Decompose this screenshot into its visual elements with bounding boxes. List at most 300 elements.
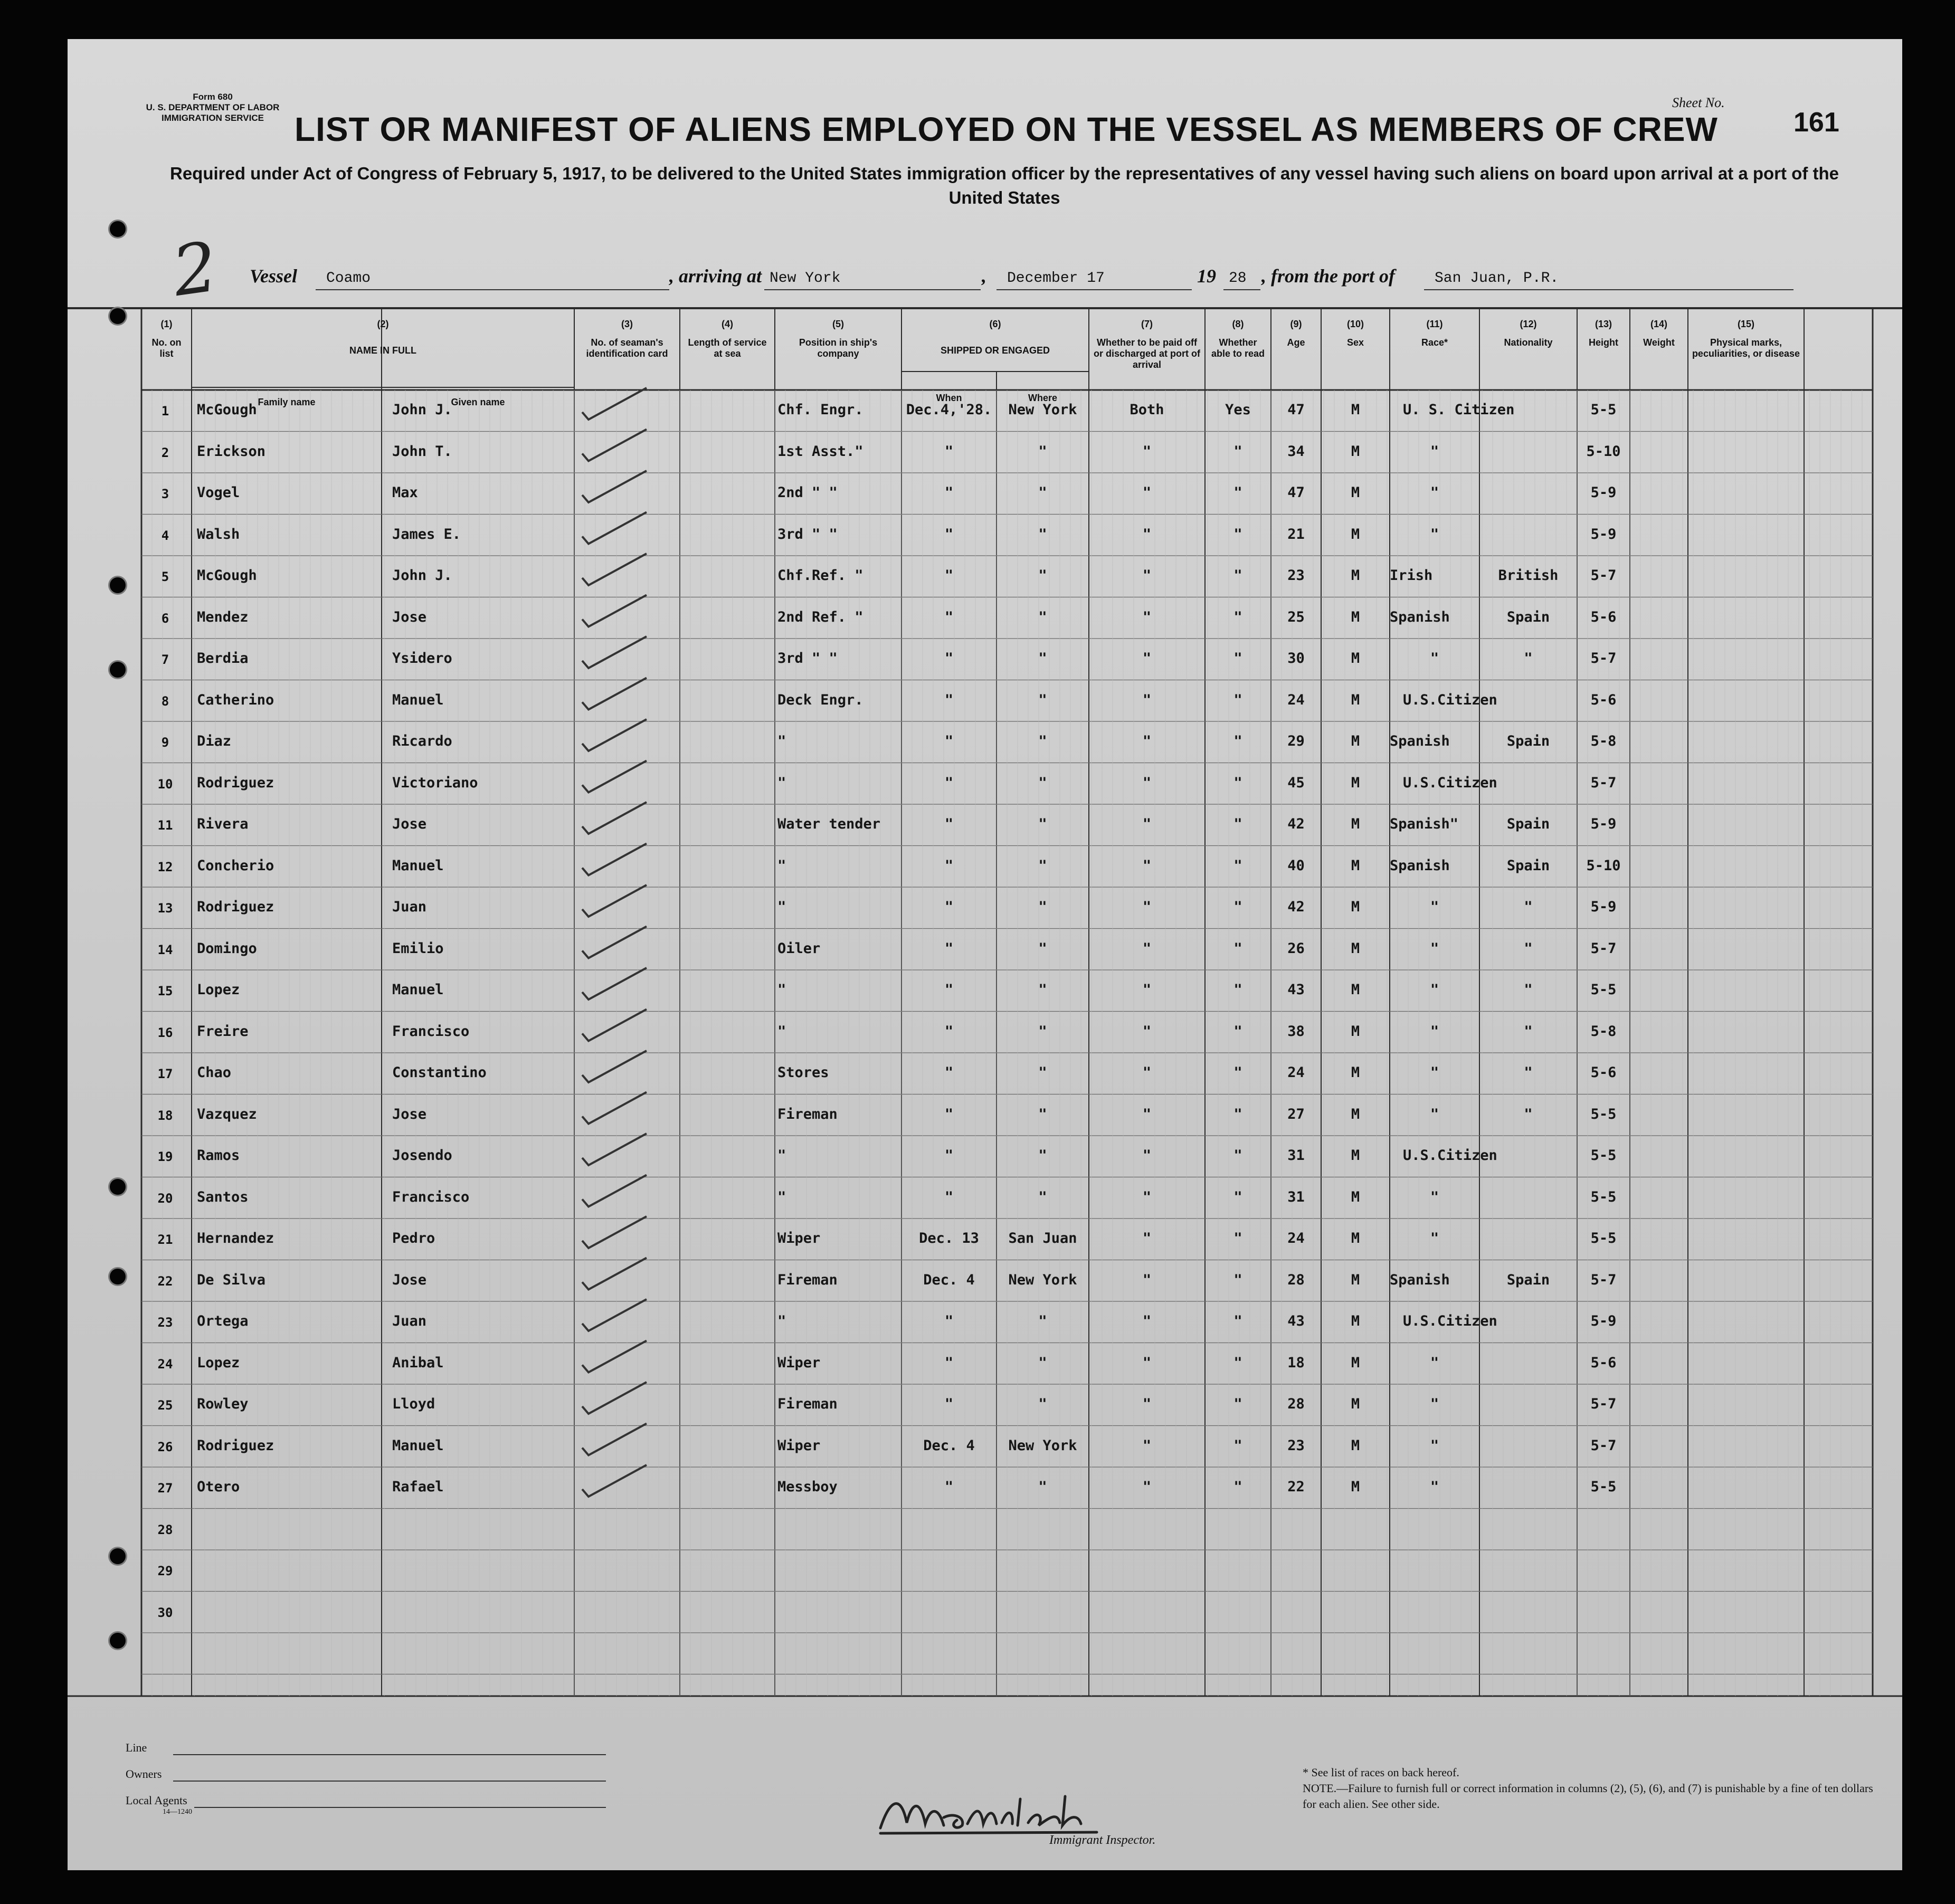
col-age-header-number: (9) (1290, 319, 1302, 329)
able-to-read: " (1233, 526, 1242, 542)
nationality: Spain (1506, 816, 1550, 832)
row-number: 13 (157, 901, 173, 916)
row-number: 24 (157, 1356, 173, 1372)
sex: M (1351, 940, 1360, 957)
height: 5-8 (1590, 1023, 1617, 1040)
check-mark-icon (582, 1382, 647, 1414)
document-title: LIST OR MANIFEST OF ALIENS EMPLOYED ON THE VESSEL AS MEMBERS OF CREW (295, 110, 1718, 148)
department-name: U. S. DEPARTMENT OF LABOR (146, 102, 280, 112)
height: 5-7 (1590, 774, 1617, 791)
race: U.S.Citizen (1403, 1313, 1497, 1329)
col-paid-header-number: (7) (1141, 319, 1153, 329)
shipped-when: " (944, 982, 954, 998)
height: 5-9 (1590, 526, 1617, 542)
local-agents-label: Local Agents (126, 1794, 187, 1807)
col-nationality-header-number: (12) (1520, 319, 1537, 329)
given-name: Manuel (392, 691, 444, 708)
age: 42 (1287, 816, 1305, 832)
col-sex-header: Sex (1346, 337, 1364, 348)
height: 5-7 (1590, 1396, 1617, 1412)
paid-off: " (1142, 484, 1152, 501)
able-to-read: " (1233, 1396, 1242, 1412)
able-to-read: " (1233, 1271, 1242, 1288)
col-no-header: No. on list (151, 337, 182, 359)
row-number: 5 (161, 569, 169, 584)
paid-off: " (1142, 1230, 1152, 1246)
able-to-read: " (1233, 1147, 1242, 1164)
paid-off: " (1142, 1396, 1152, 1412)
sex: M (1351, 650, 1360, 667)
able-to-read: " (1233, 1023, 1242, 1040)
given-name: Constantino (392, 1064, 487, 1081)
family-name: Santos (197, 1188, 249, 1205)
shipped-when: " (944, 567, 954, 584)
race: " (1430, 526, 1439, 542)
check-mark-icon (582, 636, 647, 668)
shipped-where: " (1038, 691, 1047, 708)
height: 5-6 (1590, 1064, 1617, 1081)
col-read-header-number: (8) (1232, 319, 1244, 329)
col-age-header: Age (1287, 337, 1305, 348)
row-number: 6 (161, 611, 169, 626)
family-name: Vogel (197, 484, 240, 501)
nationality: Spain (1506, 857, 1550, 874)
owners-rule (173, 1781, 606, 1782)
height: 5-10 (1586, 857, 1621, 874)
able-to-read: " (1233, 899, 1242, 915)
race: " (1430, 1230, 1439, 1246)
age: 18 (1287, 1354, 1305, 1371)
given-name: Jose (392, 608, 427, 625)
binder-hole (110, 1548, 126, 1564)
given-name: Emilio (392, 940, 444, 957)
position: " (777, 857, 786, 874)
paid-off: " (1142, 857, 1152, 874)
race: " (1430, 1354, 1439, 1371)
race: " (1430, 982, 1439, 998)
check-mark-icon (582, 1051, 647, 1082)
col-position-header: Position in ship's company (799, 337, 878, 359)
shipped-when: " (944, 1354, 954, 1371)
nationality: " (1524, 1106, 1533, 1122)
line-rule (173, 1754, 606, 1755)
race: " (1430, 1396, 1439, 1412)
family-name: Diaz (197, 733, 232, 749)
race: U.S.Citizen (1403, 691, 1497, 708)
position: " (777, 982, 786, 998)
given-name: Josendo (392, 1147, 452, 1164)
nationality: Spain (1506, 733, 1550, 749)
vessel-underline (316, 289, 669, 290)
check-mark-icon (582, 512, 647, 544)
shipped-when: " (944, 1479, 954, 1495)
col-paid-header: Whether to be paid off or discharged at port of arrival (1093, 337, 1201, 370)
check-mark-icon (582, 1092, 647, 1124)
shipped-where: " (1038, 899, 1047, 915)
race: Spanish (1390, 608, 1450, 625)
year-prefix: 19 (1197, 265, 1216, 287)
sex: M (1351, 567, 1360, 584)
col-marks-header-number: (15) (1737, 319, 1754, 329)
position: " (777, 774, 786, 791)
paid-off: " (1142, 1313, 1152, 1329)
check-mark-icon (582, 1010, 647, 1041)
row-number: 23 (157, 1315, 173, 1330)
age: 45 (1287, 774, 1305, 791)
col-height-header: Height (1589, 337, 1618, 348)
col-height-header-number: (13) (1595, 319, 1612, 329)
shipped-when: Dec. 4 (923, 1437, 975, 1454)
form-number: Form 680 (193, 92, 233, 102)
row-number: 28 (157, 1522, 173, 1537)
col-read-header: Whether able to read (1211, 337, 1265, 359)
row-number: 26 (157, 1439, 173, 1454)
paid-off: " (1142, 940, 1152, 957)
given-name: Jose (392, 1106, 427, 1122)
given-name: James E. (392, 526, 461, 542)
race: " (1430, 1188, 1439, 1205)
paid-off: " (1142, 1023, 1152, 1040)
sex: M (1351, 816, 1360, 832)
height: 5-5 (1590, 1230, 1617, 1246)
sex: M (1351, 691, 1360, 708)
race: " (1430, 484, 1439, 501)
nationality: " (1524, 1064, 1533, 1081)
binder-hole (110, 1179, 126, 1195)
family-name: De Silva (197, 1271, 266, 1288)
sex: M (1351, 1313, 1360, 1329)
sex: M (1351, 899, 1360, 915)
family-name: Vazquez (197, 1106, 257, 1122)
sex: M (1351, 608, 1360, 625)
binder-hole (110, 577, 126, 593)
paid-off: " (1142, 1064, 1152, 1081)
given-name: Francisco (392, 1188, 470, 1205)
col-sex-header-number: (10) (1346, 319, 1364, 329)
position: 3rd " " (777, 650, 838, 667)
paid-off: " (1142, 733, 1152, 749)
row-number: 8 (161, 693, 169, 709)
given-name: Anibal (392, 1354, 444, 1371)
shipped-when: " (944, 526, 954, 542)
from-port-label: , from the port of (1261, 265, 1396, 287)
binder-hole (110, 221, 126, 237)
height: 5-7 (1590, 650, 1617, 667)
given-name: Jose (392, 816, 427, 832)
age: 29 (1287, 733, 1305, 749)
shipped-where: " (1038, 567, 1047, 584)
height: 5-9 (1590, 1313, 1617, 1329)
height: 5-6 (1590, 691, 1617, 708)
shipped-where: " (1038, 940, 1047, 957)
family-name: Concherio (197, 857, 274, 874)
agents-rule (194, 1807, 606, 1808)
able-to-read: " (1233, 1106, 1242, 1122)
able-to-read: " (1233, 1437, 1242, 1454)
given-name: Victoriano (392, 774, 478, 791)
able-to-read: " (1233, 650, 1242, 667)
paid-off: " (1142, 816, 1152, 832)
race: U. S. Citizen (1403, 402, 1515, 418)
given-name: Rafael (392, 1479, 444, 1495)
shipped-where: New York (1008, 402, 1077, 418)
position: Messboy (777, 1479, 838, 1495)
position: " (777, 899, 786, 915)
shipped-where: " (1038, 982, 1047, 998)
able-to-read: " (1233, 982, 1242, 998)
position: Deck Engr. (777, 691, 863, 708)
age: 23 (1287, 1437, 1305, 1454)
arrival-port-underline (764, 289, 981, 290)
able-to-read: " (1233, 1313, 1242, 1329)
family-name: Berdia (197, 650, 249, 667)
age: 34 (1287, 443, 1305, 460)
family-name: Walsh (197, 526, 240, 542)
shipped-when: " (944, 443, 954, 460)
able-to-read: Yes (1225, 402, 1251, 418)
given-name: Juan (392, 1313, 427, 1329)
arriving-label: , arriving at (669, 265, 762, 287)
able-to-read: " (1233, 567, 1242, 584)
row-number: 7 (161, 652, 169, 667)
penalty-note: NOTE.—Failure to furnish full or correct information in columns (2), (5), (6), and (7) is punishable by a fine of ten dollars for each alien. See other side. (1303, 1782, 1873, 1811)
position: " (777, 733, 786, 749)
age: 31 (1287, 1188, 1305, 1205)
shipped-when: " (944, 691, 954, 708)
nationality: " (1524, 982, 1533, 998)
col-nationality-header: Nationality (1504, 337, 1553, 348)
signature-caption: Immigrant Inspector. (1049, 1833, 1156, 1847)
race: Spanish (1390, 857, 1450, 874)
row-number: 27 (157, 1481, 173, 1496)
handwritten-page-mark: 2 (167, 226, 222, 312)
race: Spanish (1390, 733, 1450, 749)
col-race-header-number: (11) (1426, 319, 1443, 329)
check-mark-icon (582, 554, 647, 585)
paid-off: " (1142, 774, 1152, 791)
sex: M (1351, 1188, 1360, 1205)
sex: M (1351, 774, 1360, 791)
check-mark-icon (582, 1175, 647, 1207)
sex: M (1351, 1147, 1360, 1164)
arrival-date: December 17 (1007, 270, 1105, 287)
shipped-where: New York (1008, 1271, 1077, 1288)
age: 24 (1287, 1064, 1305, 1081)
col-no-header-number: (1) (160, 319, 173, 329)
check-mark-icon (582, 471, 647, 502)
col-card-header: No. of seaman's identification card (586, 337, 668, 359)
race: " (1430, 1437, 1439, 1454)
check-mark-icon (582, 1299, 647, 1331)
nationality: " (1524, 1023, 1533, 1040)
nationality: " (1524, 899, 1533, 915)
shipped-when: " (944, 940, 954, 957)
shipped-when: " (944, 1023, 954, 1040)
shipped-when: " (944, 1106, 954, 1122)
position: Chf. Engr. (777, 402, 863, 418)
sheet-number-label: Sheet No. (1672, 95, 1725, 110)
family-name: Rodriguez (197, 1437, 274, 1454)
row-number: 17 (157, 1067, 173, 1081)
row-number: 20 (157, 1191, 173, 1206)
position: 3rd " " (777, 526, 838, 542)
check-mark-icon (582, 927, 647, 958)
vessel-label: Vessel (250, 265, 297, 287)
height: 5-6 (1590, 1354, 1617, 1371)
able-to-read: " (1233, 1188, 1242, 1205)
given-name: Juan (392, 899, 427, 915)
check-mark-icon (582, 1258, 647, 1290)
height: 5-9 (1590, 484, 1617, 501)
position: " (777, 1313, 786, 1329)
family-name: Rivera (197, 816, 249, 832)
able-to-read: " (1233, 1064, 1242, 1081)
family-name-header: Family name (258, 397, 316, 407)
sex: M (1351, 1271, 1360, 1288)
shipped-when: " (944, 774, 954, 791)
height: 5-5 (1590, 402, 1617, 418)
position: Oiler (777, 940, 821, 957)
sex: M (1351, 1230, 1360, 1246)
family-name: Domingo (197, 940, 257, 957)
family-name: Rodriguez (197, 899, 274, 915)
height: 5-10 (1586, 443, 1621, 460)
position: " (777, 1147, 786, 1164)
year-suffix: 28 (1229, 270, 1247, 287)
paid-off: " (1142, 1271, 1152, 1288)
shipped-where: " (1038, 1106, 1047, 1122)
when-header: When (936, 393, 962, 403)
shipped-when: " (944, 1313, 954, 1329)
check-mark-icon (582, 388, 647, 420)
position: 1st Asst." (777, 443, 863, 460)
row-number: 25 (157, 1398, 173, 1413)
nationality: British (1498, 567, 1559, 584)
able-to-read: " (1233, 1479, 1242, 1495)
given-name: Max (392, 484, 418, 501)
form-identifier (134, 92, 292, 123)
position: " (777, 1188, 786, 1205)
service-name: IMMIGRATION SERVICE (162, 113, 264, 123)
row-number: 11 (157, 818, 173, 833)
nationality: Spain (1506, 1271, 1550, 1288)
sex: M (1351, 1354, 1360, 1371)
col-length-header-number: (4) (722, 319, 733, 329)
owners-label: Owners (126, 1767, 162, 1781)
shipped-where: " (1038, 1313, 1047, 1329)
family-name: Hernandez (197, 1230, 274, 1246)
paid-off: " (1142, 567, 1152, 584)
check-mark-icon (582, 678, 647, 710)
row-number: 18 (157, 1108, 173, 1123)
shipped-when: " (944, 1396, 954, 1412)
shipped-where: " (1038, 1396, 1047, 1412)
able-to-read: " (1233, 774, 1242, 791)
height: 5-7 (1590, 567, 1617, 584)
age: 43 (1287, 1313, 1305, 1329)
age: 30 (1287, 650, 1305, 667)
binder-hole (110, 662, 126, 678)
row-number: 12 (157, 859, 173, 874)
col-shipped-header: SHIPPED OR ENGAGED (940, 345, 1050, 356)
able-to-read: " (1233, 816, 1242, 832)
row-number: 3 (161, 487, 169, 501)
height: 5-7 (1590, 940, 1617, 957)
shipped-when: " (944, 1188, 954, 1205)
check-mark-icon (582, 844, 647, 875)
height: 5-5 (1590, 982, 1617, 998)
col-shipped-header-number: (6) (989, 319, 1001, 329)
paid-off: " (1142, 650, 1152, 667)
family-name: Lopez (197, 1354, 240, 1371)
given-name: Lloyd (392, 1396, 435, 1412)
binder-hole (110, 1269, 126, 1284)
race: " (1430, 1064, 1439, 1081)
able-to-read: " (1233, 691, 1242, 708)
paid-off: " (1142, 899, 1152, 915)
manifest-sheet (68, 39, 1902, 1870)
age: 31 (1287, 1147, 1305, 1164)
given-name: Ysidero (392, 650, 452, 667)
height: 5-5 (1590, 1147, 1617, 1164)
shipped-when: " (944, 650, 954, 667)
col-position-header-number: (5) (832, 319, 844, 329)
shipped-where: " (1038, 816, 1047, 832)
shipped-where: " (1038, 1147, 1047, 1164)
given-name: John J. (392, 567, 452, 584)
row-number: 2 (161, 445, 169, 460)
race: Spanish (1390, 1271, 1450, 1288)
check-mark-icon (582, 430, 647, 461)
shipped-when: " (944, 608, 954, 625)
shipped-where: " (1038, 443, 1047, 460)
sheet-number: 161 (1793, 107, 1839, 138)
given-name: Manuel (392, 982, 444, 998)
check-mark-icon (582, 1216, 647, 1248)
position: " (777, 1023, 786, 1040)
check-mark-icon (582, 885, 647, 917)
paid-off: " (1142, 1147, 1152, 1164)
age: 25 (1287, 608, 1305, 625)
check-mark-icon (582, 1424, 647, 1455)
position: Wiper (777, 1230, 821, 1246)
able-to-read: " (1233, 1354, 1242, 1371)
race: " (1430, 650, 1439, 667)
age: 40 (1287, 857, 1305, 874)
shipped-where: " (1038, 774, 1047, 791)
age: 42 (1287, 899, 1305, 915)
sex: M (1351, 857, 1360, 874)
sex: M (1351, 1023, 1360, 1040)
check-mark-icon (582, 1134, 647, 1165)
age: 24 (1287, 691, 1305, 708)
arrival-date-underline (997, 289, 1192, 290)
age: 24 (1287, 1230, 1305, 1246)
family-name: Ramos (197, 1147, 240, 1164)
age: 38 (1287, 1023, 1305, 1040)
sex: M (1351, 733, 1360, 749)
paid-off: " (1142, 1188, 1152, 1205)
race: U.S.Citizen (1403, 774, 1497, 791)
family-name: Lopez (197, 982, 240, 998)
row-number: 21 (157, 1232, 173, 1247)
height: 5-6 (1590, 608, 1617, 625)
row-number: 30 (157, 1605, 173, 1620)
col-name-header-number: (2) (377, 319, 389, 329)
height: 5-5 (1590, 1479, 1617, 1495)
given-name-header: Given name (451, 397, 505, 407)
check-mark-icon (582, 802, 647, 834)
